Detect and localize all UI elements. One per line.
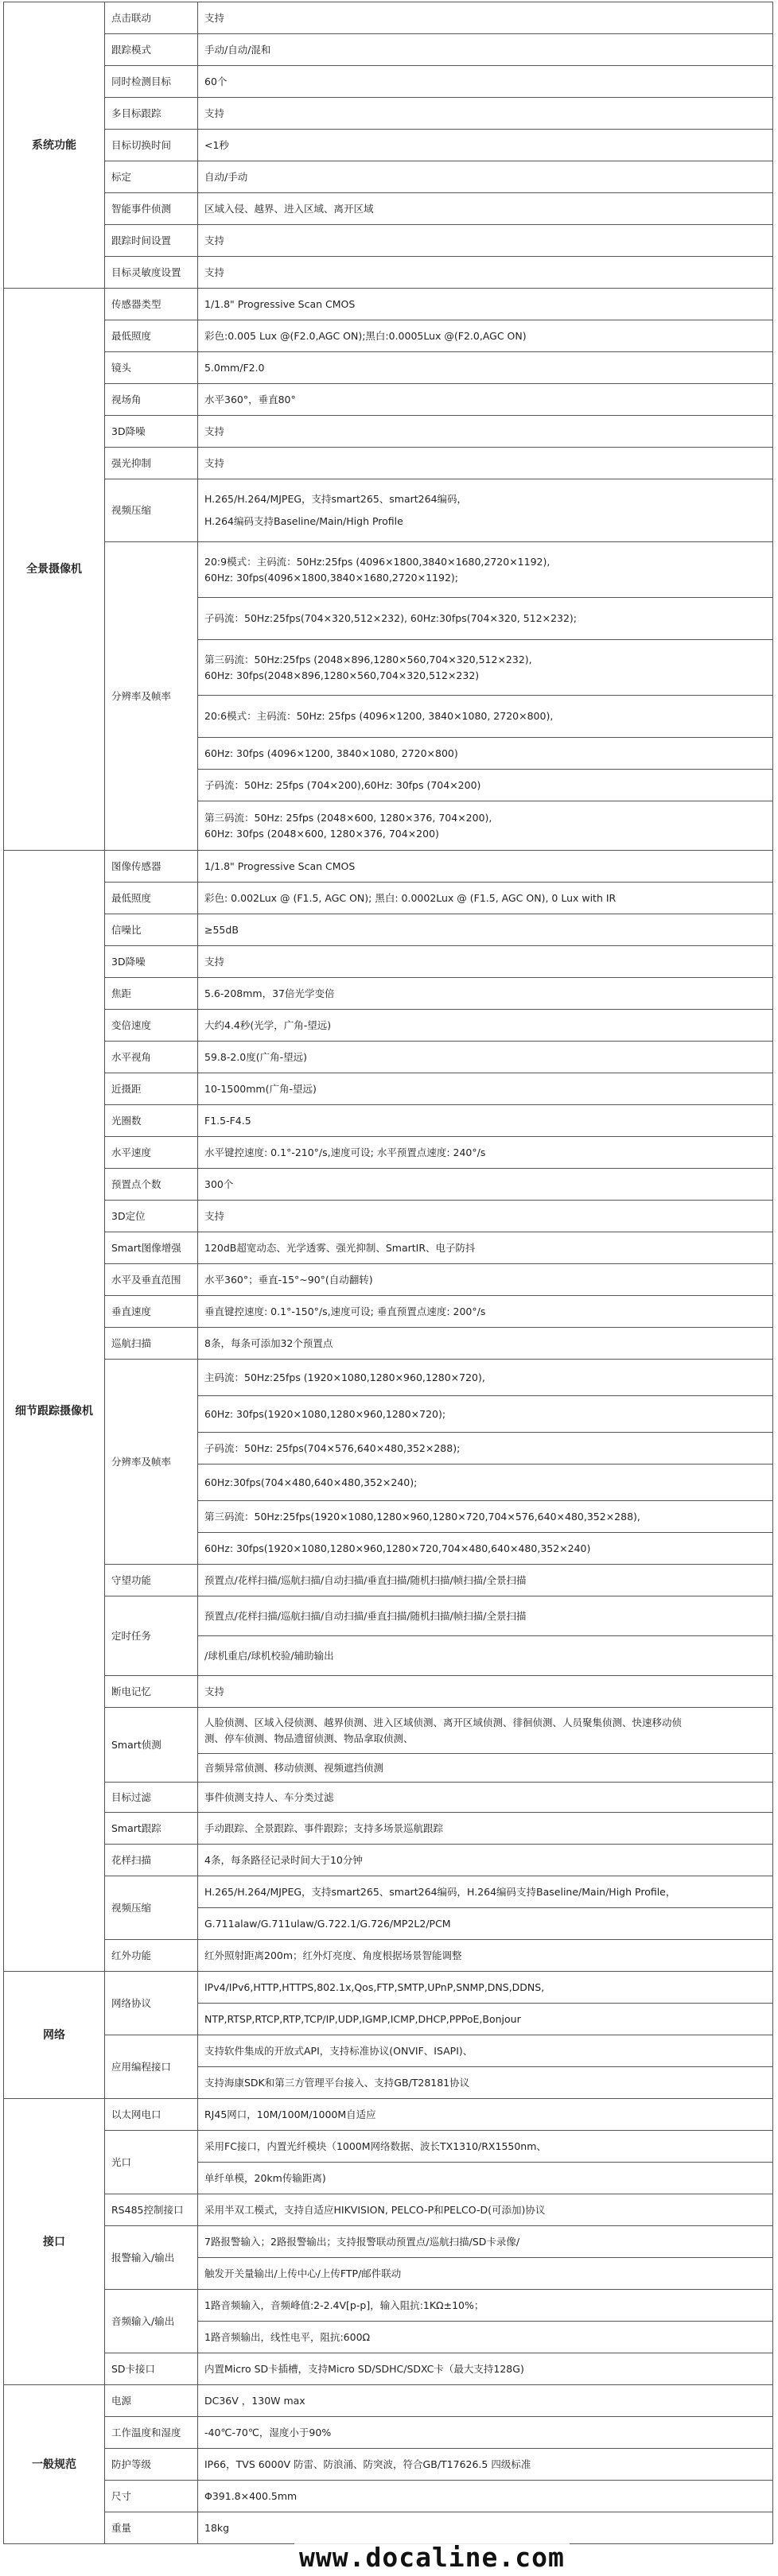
spec-value-line: 彩色:0.005 Lux @(F2.0,AGC ON);黑白:0.0005Lux @(F2.0,AGC ON) <box>204 329 527 342</box>
spec-value-line: 支持 <box>204 234 225 246</box>
spec-value <box>198 1396 773 1433</box>
spec-row <box>4 257 773 289</box>
spec-value-line: 60Hz:30fps(704×480,640×480,352×240); <box>204 1476 418 1488</box>
spec-value <box>198 1676 773 1708</box>
spec-value <box>198 193 773 225</box>
spec-key: 报警输入/输出 <box>105 2226 198 2290</box>
spec-key: Smart侦测 <box>105 1708 198 1783</box>
spec-row <box>4 1105 773 1137</box>
spec-value <box>198 978 773 1010</box>
spec-value <box>198 2099 773 2131</box>
spec-value <box>198 1042 773 1073</box>
spec-value-line: 水平360°；垂直-15°~90°(自动翻转) <box>204 1273 373 1286</box>
spec-key: 传感器类型 <box>105 289 198 320</box>
spec-key: 水平速度 <box>105 1137 198 1169</box>
spec-value-line: 支持 <box>204 456 225 469</box>
spec-row <box>4 2290 773 2322</box>
spec-value <box>198 257 773 289</box>
spec-value-line: 60个 <box>204 75 228 87</box>
spec-value-line: 大约4.4秒(光学，广角-望远) <box>204 1018 332 1031</box>
spec-table <box>3 2 773 2544</box>
spec-value-line: IP66，TVS 6000V 防雷、防浪涌、防突波，符合GB/T17626.5 四级标准 <box>204 2458 531 2470</box>
spec-value <box>198 320 773 352</box>
spec-value-line: 支持软件集成的开放式API，支持标准协议(ONVIF、ISAPI)、 <box>204 2044 473 2057</box>
spec-key: 红外功能 <box>105 1940 198 1972</box>
spec-value <box>198 1073 773 1105</box>
spec-key: 光口 <box>105 2131 198 2194</box>
spec-value-line: 子码流：50Hz:25fps(704×320,512×232), 60Hz:30fps(704×320, 512×232); <box>204 612 578 624</box>
spec-key: 视频压缩 <box>105 479 198 542</box>
spec-row <box>4 448 773 479</box>
spec-row <box>4 883 773 914</box>
spec-value-line: DC36V ，130W max <box>204 2394 305 2407</box>
spec-value-line: F1.5-F4.5 <box>204 1114 251 1127</box>
spec-row <box>4 2131 773 2163</box>
spec-value-line: 10-1500mm(广角-望远) <box>204 1082 317 1095</box>
spec-value-line: G.711alaw/G.711ulaw/G.722.1/G.726/MP2L2/PCM <box>204 1917 451 1930</box>
spec-key: 定时任务 <box>105 1596 198 1676</box>
spec-value <box>198 851 773 883</box>
spec-key: 标定 <box>105 161 198 193</box>
spec-value <box>198 640 773 696</box>
spec-value-line: Φ391.8×400.5mm <box>204 2489 298 2502</box>
spec-value <box>198 289 773 320</box>
spec-value <box>198 1565 773 1596</box>
spec-value-line: 60Hz: 30fps (4096×1200, 3840×1080, 2720×800) <box>204 747 458 759</box>
spec-key: 分辨率及帧率 <box>105 542 198 851</box>
spec-key: 工作温度和湿度 <box>105 2417 198 2449</box>
spec-value <box>198 2 773 34</box>
spec-key: 垂直速度 <box>105 1296 198 1328</box>
spec-value-line: <1秒 <box>204 138 229 151</box>
spec-value <box>198 2449 773 2481</box>
spec-row <box>4 1708 773 1754</box>
spec-key: 点击联动 <box>105 2 198 34</box>
spec-value-line: RJ45网口，10M/100M/1000M自适应 <box>204 2108 376 2120</box>
spec-key: 多目标跟踪 <box>105 98 198 130</box>
spec-value-line: /球机重启/球机校验/辅助输出 <box>204 1649 334 1662</box>
spec-value <box>198 2035 773 2067</box>
spec-value-line: 采用半双工模式，支持自适应HIKVISION, PELCO-P和PELCO-D(可添加)协议 <box>204 2203 546 2216</box>
spec-value <box>198 2131 773 2163</box>
spec-value <box>198 1876 773 1908</box>
watermark: www.docaline.com <box>294 2543 570 2573</box>
spec-row <box>4 946 773 978</box>
spec-value-line: 1/1.8" Progressive Scan CMOS <box>204 859 356 872</box>
spec-value-line: 触发开关量输出/上传中心/上传FTP/邮件联动 <box>204 2267 402 2279</box>
spec-value-line: 120dB超宽动态、光学透雾、强光抑制、SmartIR、电子防抖 <box>204 1241 476 1254</box>
spec-key: Smart图像增强 <box>105 1232 198 1264</box>
spec-value-line: 8条，每条可添加32个预置点 <box>204 1336 333 1349</box>
spec-value <box>198 1201 773 1232</box>
spec-key: 智能事件侦测 <box>105 193 198 225</box>
spec-row <box>4 2194 773 2226</box>
spec-key: 巡航扫描 <box>105 1328 198 1360</box>
spec-value-line: 采用FC接口，内置光纤模块（1000M网络数据、波长TX1310/RX1550nm、 <box>204 2140 547 2152</box>
spec-key: 守望功能 <box>105 1565 198 1596</box>
spec-row <box>4 1876 773 1908</box>
spec-value-line: 20:9模式：主码流：50Hz:25fps (4096×1800,3840×1680,2720×1192), <box>204 555 550 568</box>
spec-value <box>198 914 773 946</box>
spec-value <box>198 696 773 738</box>
spec-value <box>198 2385 773 2417</box>
spec-row <box>4 2035 773 2067</box>
spec-value-line: 60Hz: 30fps(1920×1080,1280×960,1280×720); <box>204 1407 446 1420</box>
spec-value-line: 支持 <box>204 107 225 119</box>
spec-row <box>4 2481 773 2512</box>
spec-key: 视频压缩 <box>105 1876 198 1940</box>
spec-key: 近摄距 <box>105 1073 198 1105</box>
spec-row <box>4 1010 773 1042</box>
spec-value <box>198 384 773 416</box>
spec-value-line: 支持 <box>204 11 225 24</box>
spec-row <box>4 34 773 66</box>
spec-row <box>4 2385 773 2417</box>
spec-value <box>198 479 773 542</box>
spec-value-line: 7路报警输入；2路报警输出；支持报警联动预置点/巡航扫描/SD卡录像/ <box>204 2235 520 2248</box>
spec-key: Smart跟踪 <box>105 1813 198 1845</box>
spec-value-line: 60Hz: 30fps(1920×1080,1280×960,1280×720,704×480,640×480,352×240) <box>204 1542 591 1554</box>
spec-value <box>198 1296 773 1328</box>
spec-row <box>4 2226 773 2258</box>
section-title: 系统功能 <box>4 2 105 289</box>
section-title: 接口 <box>4 2099 105 2385</box>
spec-row <box>4 1296 773 1328</box>
spec-value <box>198 946 773 978</box>
spec-value <box>198 2226 773 2258</box>
spec-key: SD卡接口 <box>105 2353 198 2385</box>
spec-key: 花样扫描 <box>105 1845 198 1876</box>
spec-row <box>4 66 773 98</box>
spec-value-line: 20:6模式：主码流：50Hz: 25fps (4096×1200, 3840×1080, 2720×800), <box>204 710 554 722</box>
spec-value-line: 第三码流：50Hz:25fps(1920×1080,1280×960,1280×720,704×576,640×480,352×288), <box>204 1510 640 1523</box>
spec-row <box>4 2099 773 2131</box>
spec-value-line: 1路音频输出，线性电平，阻抗:600Ω <box>204 2330 371 2343</box>
spec-value-line: 内置Micro SD卡插槽，支持Micro SD/SDHC/SDXC卡（最大支持128G) <box>204 2362 524 2375</box>
spec-value-line: 1/1.8" Progressive Scan CMOS <box>204 297 356 310</box>
section-title: 细节跟踪摄像机 <box>4 851 105 1972</box>
spec-value-line: H.265/H.264/MJPEG，支持smart265、smart264编码， <box>204 493 468 505</box>
spec-key: 视场角 <box>105 384 198 416</box>
spec-value <box>198 1636 773 1676</box>
spec-value <box>198 1845 773 1876</box>
spec-key: 重量 <box>105 2512 198 2544</box>
spec-value-line: 18kg <box>204 2521 230 2534</box>
spec-value-line <box>204 507 766 514</box>
spec-value <box>198 883 773 914</box>
spec-value-line: 水平360°，垂直80° <box>204 393 296 405</box>
spec-key: 断电记忆 <box>105 1676 198 1708</box>
spec-value <box>198 2512 773 2544</box>
spec-value-line: 人脸侦测、区域入侵侦测、越界侦测、进入区域侦测、离开区域侦测、徘徊侦测、人员聚集侦测、快速移动侦 <box>204 1716 683 1728</box>
spec-value <box>198 1232 773 1264</box>
spec-value-line: IPv4/IPv6,HTTP,HTTPS,802.1x,Qos,FTP,SMTP,UPnP,SNMP,DNS,DDNS, <box>204 1980 545 1993</box>
spec-value <box>198 1533 773 1565</box>
spec-key: 音频输入/输出 <box>105 2290 198 2353</box>
spec-value-line: 5.0mm/F2.0 <box>204 361 265 374</box>
spec-value-line: 支持 <box>204 1685 225 1697</box>
spec-value <box>198 1783 773 1813</box>
spec-row <box>4 225 773 257</box>
section-title: 全景摄像机 <box>4 289 105 851</box>
spec-value-line: 音频异常侦测、移动侦测、视频遮挡侦测 <box>204 1761 384 1774</box>
spec-key: 3D定位 <box>105 1201 198 1232</box>
spec-value-line: 手动跟踪、全景跟踪、事件跟踪；支持多场景巡航跟踪 <box>204 1821 444 1834</box>
spec-key: 光圈数 <box>105 1105 198 1137</box>
spec-key: 跟踪时间设置 <box>105 225 198 257</box>
spec-value-line: 自动/手动 <box>204 170 248 183</box>
spec-value-line: 第三码流：50Hz: 25fps (2048×600, 1280×376, 704×200), <box>204 811 492 824</box>
spec-row <box>4 1360 773 1396</box>
spec-value-line: H.264编码支持Baseline/Main/High Profile <box>204 515 403 527</box>
spec-row <box>4 193 773 225</box>
spec-value-line: 区域入侵、越界、进入区域、离开区域 <box>204 202 374 215</box>
spec-key: 最低照度 <box>105 883 198 914</box>
section-title: 网络 <box>4 1972 105 2099</box>
spec-row <box>4 1783 773 1813</box>
spec-key: 跟踪模式 <box>105 34 198 66</box>
spec-value-line: 手动/自动/混和 <box>204 43 271 56</box>
spec-value-line: 主码流：50Hz:25fps (1920×1080,1280×960,1280×720), <box>204 1371 485 1383</box>
spec-value-line: NTP,RTSP,RTCP,RTP,TCP/IP,UDP,IGMP,ICMP,DHCP,PPPoE,Bonjour <box>204 2012 521 2025</box>
spec-value-line: H.265/H.264/MJPEG，支持smart265、smart264编码，H.264编码支持Baseline/Main/High Profile， <box>204 1885 676 1898</box>
spec-row <box>4 352 773 384</box>
spec-value-line: 59.8-2.0度(广角-望远) <box>204 1050 307 1063</box>
spec-value-line: 支持海康SDK和第三方管理平台接入、支持GB/T28181协议 <box>204 2076 470 2089</box>
spec-value <box>198 2163 773 2194</box>
spec-value-line: 支持 <box>204 1209 225 1222</box>
spec-value <box>198 1433 773 1465</box>
spec-row <box>4 1940 773 1972</box>
spec-value <box>198 1908 773 1940</box>
spec-row <box>4 416 773 448</box>
spec-row <box>4 1596 773 1636</box>
spec-key: 3D降噪 <box>105 416 198 448</box>
spec-value-line: 子码流：50Hz: 25fps (704×200),60Hz: 30fps (704×200) <box>204 778 481 791</box>
spec-value-line: 彩色: 0.002Lux @ (F1.5, AGC ON); 黑白: 0.0002Lux @ (F1.5, AGC ON), 0 Lux with IR <box>204 891 617 904</box>
spec-value-line: 测、停车侦测、物品遗留侦测、物品拿取侦测、 <box>204 1732 414 1744</box>
spec-value <box>198 1813 773 1845</box>
spec-row <box>4 384 773 416</box>
spec-row <box>4 1073 773 1105</box>
spec-value <box>198 2067 773 2099</box>
spec-key: 目标灵敏度设置 <box>105 257 198 289</box>
spec-row <box>4 1169 773 1201</box>
spec-row <box>4 1676 773 1708</box>
spec-key: 网络协议 <box>105 1972 198 2035</box>
spec-value-line: 单纤单模，20km传输距离) <box>204 2171 326 2184</box>
spec-value-line: 第三码流：50Hz:25fps (2048×896,1280×560,704×320,512×232), <box>204 653 532 665</box>
spec-value-line: 300个 <box>204 1177 234 1190</box>
spec-row <box>4 2512 773 2544</box>
spec-value <box>198 542 773 598</box>
spec-value-line: 子码流：50Hz: 25fps(704×576,640×480,352×288); <box>204 1441 461 1454</box>
spec-row <box>4 130 773 161</box>
spec-value-line: 预置点/花样扫描/巡航扫描/自动扫描/垂直扫描/随机扫描/帧扫描/全景扫描 <box>204 1609 527 1622</box>
section-title: 一般规范 <box>4 2385 105 2544</box>
spec-value <box>198 1264 773 1296</box>
spec-key: 水平视角 <box>105 1042 198 1073</box>
spec-key: 目标切换时间 <box>105 130 198 161</box>
spec-value <box>198 130 773 161</box>
spec-key: 水平及垂直范围 <box>105 1264 198 1296</box>
spec-value <box>198 2258 773 2290</box>
spec-value <box>198 801 773 851</box>
spec-row <box>4 1565 773 1596</box>
spec-value <box>198 416 773 448</box>
spec-value <box>198 598 773 640</box>
spec-value-line: 4条，每条路径记录时间大于10分钟 <box>204 1853 363 1866</box>
spec-value-line: 水平键控速度: 0.1°-210°/s,速度可设; 水平预置点速度: 240°/s <box>204 1146 486 1158</box>
spec-row <box>4 2 773 34</box>
spec-key: RS485控制接口 <box>105 2194 198 2226</box>
spec-value-line: 支持 <box>204 266 225 278</box>
spec-value-line: 60Hz: 30fps(2048×896,1280×560,704×320,512×232) <box>204 669 480 681</box>
spec-key: 同时检测目标 <box>105 66 198 98</box>
spec-key: 信噪比 <box>105 914 198 946</box>
spec-row <box>4 1042 773 1073</box>
spec-value <box>198 2353 773 2385</box>
spec-value-line: 支持 <box>204 425 225 437</box>
spec-row <box>4 1201 773 1232</box>
spec-row <box>4 1972 773 2004</box>
spec-value <box>198 2194 773 2226</box>
spec-value-line: 支持 <box>204 955 225 968</box>
spec-row <box>4 1137 773 1169</box>
spec-row <box>4 289 773 320</box>
spec-value-line: 60Hz: 30fps(4096×1800,3840×1680,2720×1192); <box>204 571 459 584</box>
spec-value <box>198 1360 773 1396</box>
spec-row <box>4 2449 773 2481</box>
spec-value <box>198 352 773 384</box>
spec-value <box>198 66 773 98</box>
spec-value-line: 5.6-208mm，37倍光学变倍 <box>204 987 335 999</box>
spec-value <box>198 1465 773 1501</box>
spec-value-line: 预置点/花样扫描/巡航扫描/自动扫描/垂直扫描/随机扫描/帧扫描/全景扫描 <box>204 1573 527 1586</box>
spec-value <box>198 161 773 193</box>
spec-value <box>198 2481 773 2512</box>
spec-key: 焦距 <box>105 978 198 1010</box>
spec-row <box>4 1264 773 1296</box>
spec-key: 最低照度 <box>105 320 198 352</box>
spec-row <box>4 2417 773 2449</box>
spec-value <box>198 98 773 130</box>
spec-value <box>198 770 773 801</box>
spec-key: 电源 <box>105 2385 198 2417</box>
spec-row <box>4 161 773 193</box>
spec-value <box>198 2290 773 2322</box>
spec-value <box>198 1010 773 1042</box>
spec-value <box>198 1169 773 1201</box>
spec-value-line: 事件侦测支持人、车分类过滤 <box>204 1790 334 1803</box>
spec-value <box>198 225 773 257</box>
spec-row <box>4 914 773 946</box>
spec-value <box>198 2004 773 2035</box>
spec-value <box>198 1972 773 2004</box>
spec-value <box>198 1137 773 1169</box>
spec-value-line: 垂直键控速度: 0.1°-150°/s,速度可设; 垂直预置点速度: 200°/s <box>204 1305 486 1317</box>
spec-key: 应用编程接口 <box>105 2035 198 2099</box>
spec-value <box>198 2322 773 2353</box>
spec-row <box>4 1813 773 1845</box>
spec-value <box>198 1708 773 1754</box>
spec-row <box>4 851 773 883</box>
spec-key: 强光抑制 <box>105 448 198 479</box>
spec-value <box>198 1501 773 1533</box>
spec-key: 防护等级 <box>105 2449 198 2481</box>
spec-key: 尺寸 <box>105 2481 198 2512</box>
spec-row <box>4 1328 773 1360</box>
spec-table-body <box>4 2 773 2544</box>
spec-key: 3D降噪 <box>105 946 198 978</box>
spec-row <box>4 2353 773 2385</box>
spec-row <box>4 978 773 1010</box>
spec-value <box>198 448 773 479</box>
spec-value-line: -40℃-70℃，湿度小于90% <box>204 2426 332 2438</box>
spec-key: 预置点个数 <box>105 1169 198 1201</box>
spec-row <box>4 320 773 352</box>
spec-value <box>198 1596 773 1636</box>
spec-value <box>198 738 773 770</box>
spec-value <box>198 1105 773 1137</box>
spec-key: 分辨率及帧率 <box>105 1360 198 1565</box>
spec-key: 以太网电口 <box>105 2099 198 2131</box>
spec-value-line: ≥55dB <box>204 923 239 936</box>
spec-key: 图像传感器 <box>105 851 198 883</box>
spec-value <box>198 2417 773 2449</box>
spec-row <box>4 1845 773 1876</box>
spec-value-line: 60Hz: 30fps (2048×600, 1280×376, 704×200) <box>204 827 439 840</box>
spec-key: 变倍速度 <box>105 1010 198 1042</box>
spec-row <box>4 479 773 542</box>
spec-value <box>198 1940 773 1972</box>
spec-key: 目标过滤 <box>105 1783 198 1813</box>
spec-value-line: 1路音频输入，音频峰值:2-2.4V[p-p]，输入阻抗:1KΩ±10%； <box>204 2299 484 2311</box>
spec-row <box>4 542 773 598</box>
spec-value <box>198 1328 773 1360</box>
spec-value-line: 红外照射距离200m；红外灯亮度、角度根据场景智能调整 <box>204 1949 462 1961</box>
spec-value <box>198 1754 773 1783</box>
spec-value <box>198 34 773 66</box>
spec-row <box>4 1232 773 1264</box>
spec-row <box>4 98 773 130</box>
spec-key: 镜头 <box>105 352 198 384</box>
